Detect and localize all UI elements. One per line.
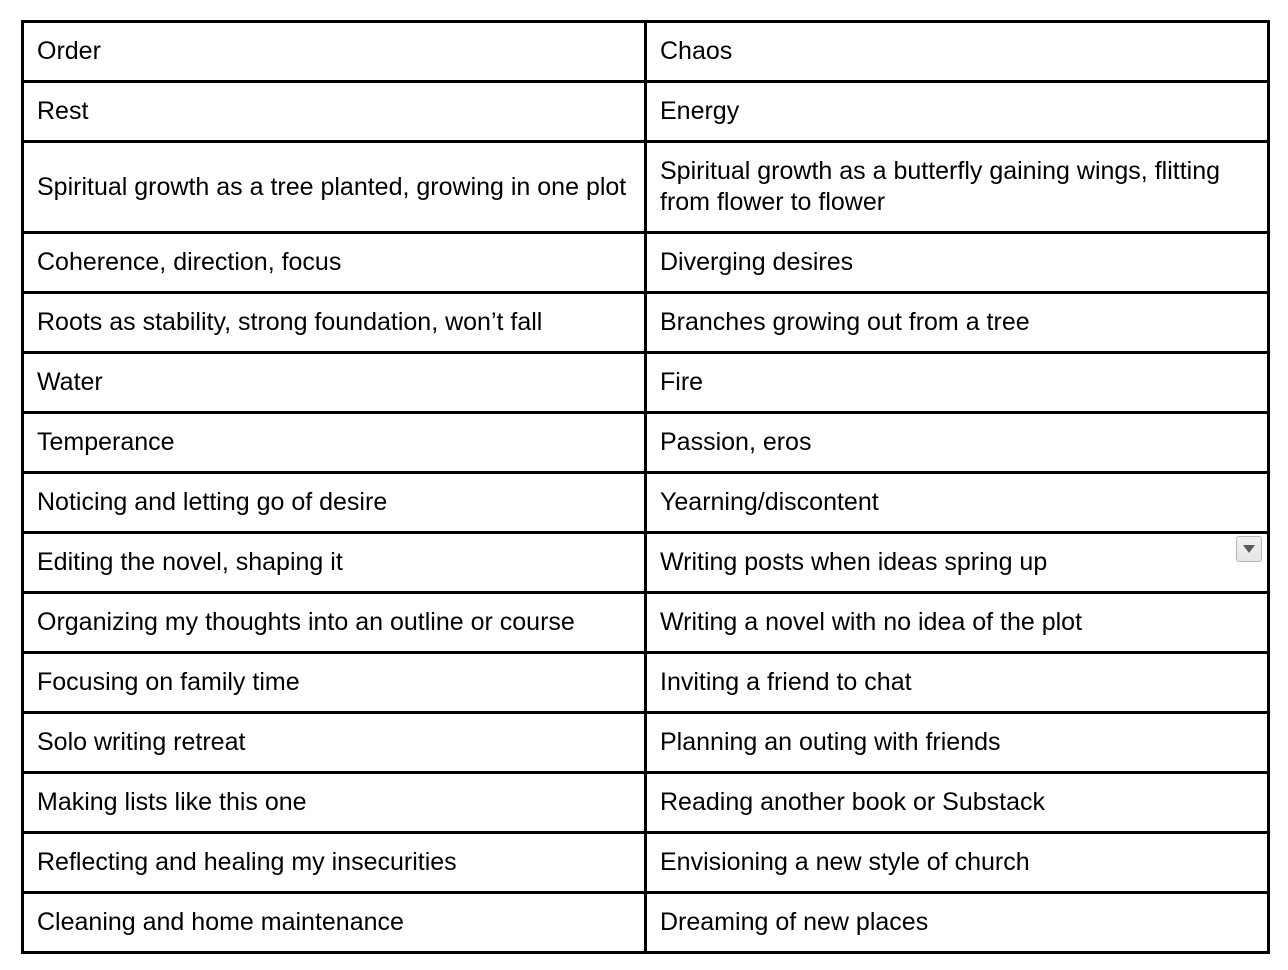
cell-text: Reading another book or Substack <box>660 788 1045 816</box>
table-row <box>23 773 1269 833</box>
cell-text: Diverging desires <box>660 248 854 276</box>
table-cell-right[interactable] <box>646 413 1269 473</box>
cell-text: Energy <box>660 97 740 125</box>
table-cell-left[interactable] <box>23 833 646 893</box>
table-cell-left[interactable] <box>23 142 646 233</box>
cell-text: Rest <box>37 97 89 125</box>
cell-text: Chaos <box>660 37 733 65</box>
table-row <box>23 713 1269 773</box>
cell-text: Making lists like this one <box>37 788 307 816</box>
cell-text: Branches growing out from a tree <box>660 308 1030 336</box>
cell-text: Planning an outing with friends <box>660 728 1001 756</box>
table-row <box>23 833 1269 893</box>
table-cell-left[interactable] <box>23 82 646 142</box>
table-cell-left[interactable] <box>23 893 646 953</box>
cell-text: Solo writing retreat <box>37 728 246 756</box>
cell-text: Temperance <box>37 428 175 456</box>
table-row <box>23 293 1269 353</box>
table-cell-right[interactable] <box>646 833 1269 893</box>
table-cell-left[interactable] <box>23 293 646 353</box>
table-cell-right[interactable] <box>646 893 1269 953</box>
table-cell-right[interactable] <box>646 142 1269 233</box>
cell-text: Spiritual growth as a butterfly gaining wings, flitting from flower to flower <box>660 157 1221 216</box>
table-row <box>23 593 1269 653</box>
cell-text: Reflecting and healing my insecurities <box>37 848 457 876</box>
table-row <box>23 473 1269 533</box>
table-cell-right[interactable] <box>646 593 1269 653</box>
cell-dropdown-button[interactable] <box>1236 536 1262 562</box>
cell-text: Writing a novel with no idea of the plot <box>660 608 1083 636</box>
table-row <box>23 233 1269 293</box>
table-row <box>23 142 1269 233</box>
table-cell-left[interactable] <box>23 653 646 713</box>
cell-text: Inviting a friend to chat <box>660 668 912 696</box>
table-row <box>23 82 1269 142</box>
table-cell-right[interactable] <box>646 713 1269 773</box>
cell-text: Coherence, direction, focus <box>37 248 342 276</box>
cell-text: Focusing on family time <box>37 668 300 696</box>
cell-text: Organizing my thoughts into an outline or course <box>37 608 575 636</box>
table-row <box>23 353 1269 413</box>
table-cell-right[interactable] <box>646 22 1269 82</box>
table-cell-right[interactable] <box>646 773 1269 833</box>
table-row <box>23 413 1269 473</box>
table-cell-right[interactable] <box>646 533 1269 593</box>
cell-text: Envisioning a new style of church <box>660 848 1030 876</box>
table-cell-right[interactable] <box>646 82 1269 142</box>
dropdown-arrow-icon <box>1243 545 1255 553</box>
table-cell-left[interactable] <box>23 533 646 593</box>
cell-text: Order <box>37 37 101 65</box>
cell-text: Roots as stability, strong foundation, won’t fall <box>37 308 543 336</box>
table-cell-right[interactable] <box>646 233 1269 293</box>
table-row <box>23 653 1269 713</box>
cell-text: Spiritual growth as a tree planted, growing in one plot <box>37 172 627 201</box>
table-row <box>23 533 1269 593</box>
cell-text: Fire <box>660 368 704 396</box>
table-cell-left[interactable] <box>23 22 646 82</box>
table-cell-right[interactable] <box>646 353 1269 413</box>
cell-text: Water <box>37 368 103 396</box>
table-cell-left[interactable] <box>23 593 646 653</box>
table-row <box>23 893 1269 953</box>
cell-text: Cleaning and home maintenance <box>37 908 404 936</box>
table-cell-left[interactable] <box>23 713 646 773</box>
cell-text: Yearning/discontent <box>660 488 879 516</box>
table-cell-right[interactable] <box>646 473 1269 533</box>
table-cell-left[interactable] <box>23 233 646 293</box>
cell-text: Noticing and letting go of desire <box>37 488 388 516</box>
cell-text: Dreaming of new places <box>660 908 929 936</box>
cell-text: Writing posts when ideas spring up <box>660 548 1048 576</box>
table-cell-right[interactable] <box>646 653 1269 713</box>
table-cell-left[interactable] <box>23 353 646 413</box>
cell-text: Passion, eros <box>660 428 812 456</box>
table-cell-left[interactable] <box>23 473 646 533</box>
table-cell-left[interactable] <box>23 773 646 833</box>
table-row <box>23 22 1269 82</box>
table-cell-left[interactable] <box>23 413 646 473</box>
cell-text: Editing the novel, shaping it <box>37 548 343 576</box>
order-chaos-table <box>21 20 1270 954</box>
table-cell-right[interactable] <box>646 293 1269 353</box>
